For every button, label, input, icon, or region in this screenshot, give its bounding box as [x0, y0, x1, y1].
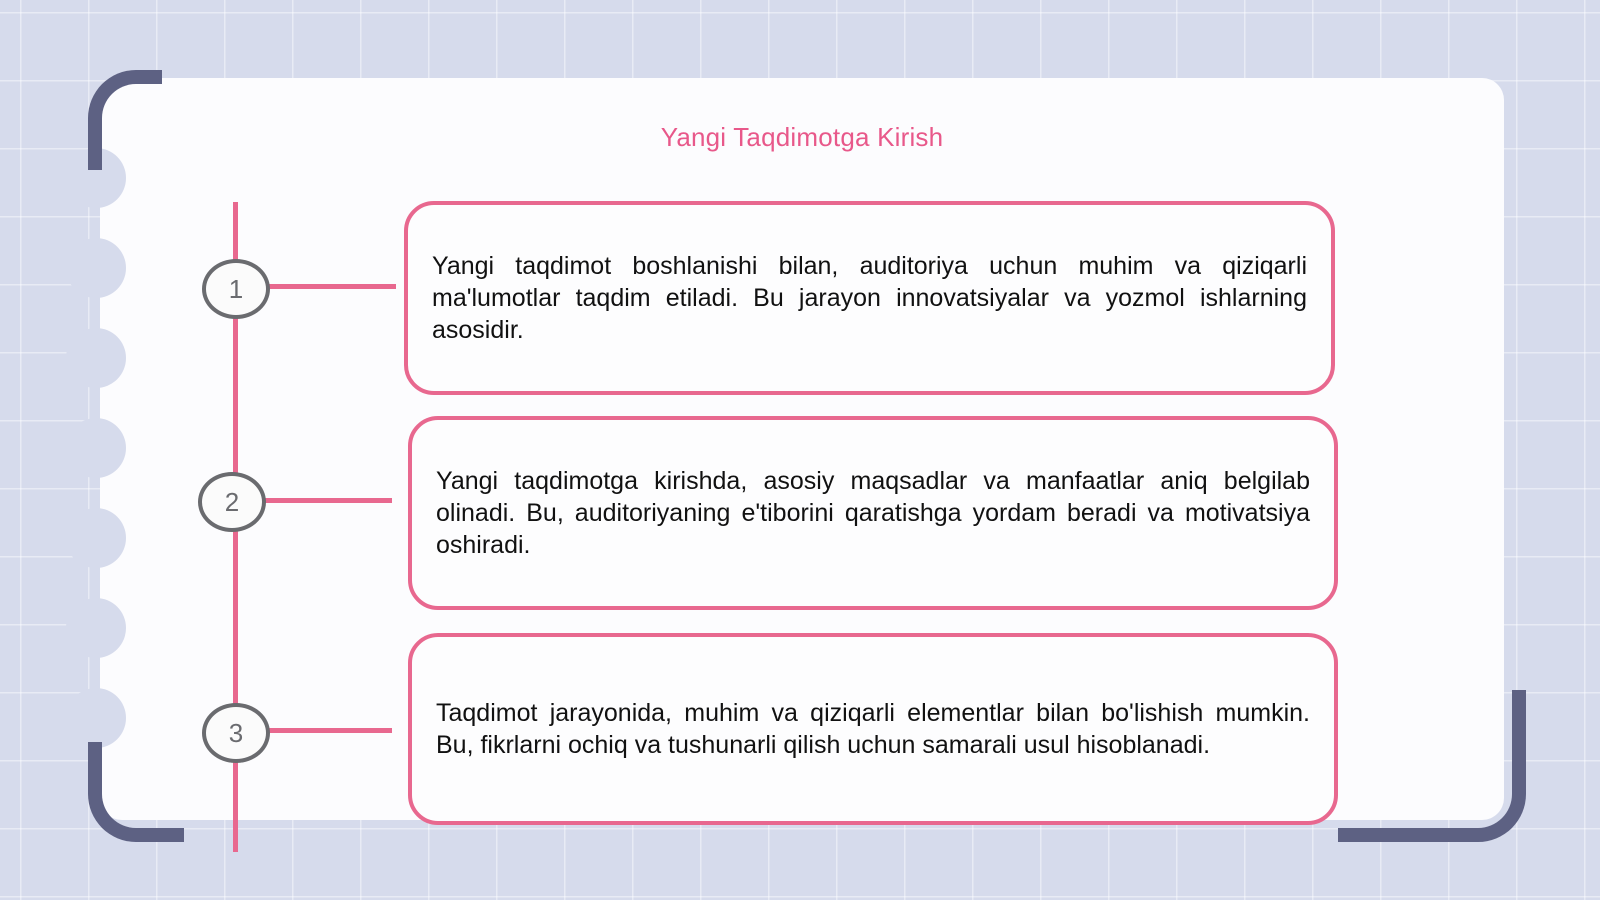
- scallop-edge: [66, 418, 126, 478]
- scallop-edge: [66, 688, 126, 748]
- scallop-edge: [66, 328, 126, 388]
- scallop-edge: [66, 508, 126, 568]
- step-number-circle: 2: [198, 472, 266, 532]
- step-number-circle: 3: [202, 703, 270, 763]
- step-connector: [262, 498, 392, 503]
- step-text: Yangi taqdimot boshlanishi bilan, auditoriya uchun muhim va qiziqarli ma'lumotlar taqdim etiladi. Bu jarayon innovatsiyalar va yozmol ishlarning asosidir.: [432, 252, 1307, 344]
- step-text-box: [404, 201, 1335, 395]
- corner-bracket-bottom-right: [1338, 690, 1526, 842]
- step-connector: [266, 728, 392, 733]
- slide-title: Yangi Taqdimotga Kirish: [660, 122, 944, 152]
- corner-bracket-bottom-left: [88, 742, 184, 842]
- step-text-box: [408, 416, 1338, 610]
- scallop-edge: [66, 598, 126, 658]
- step-text-box: [408, 633, 1338, 825]
- corner-bracket-top-left: [88, 70, 162, 170]
- step-number-circle: 1: [202, 259, 270, 319]
- step-text: Taqdimot jarayonida, muhim va qiziqarli elementlar bilan bo'lishish mumkin. Bu, fikrlarni ochiq va tushunarli qilish uchun samarali usul hisoblanadi.: [436, 699, 1310, 759]
- scallop-edge: [66, 238, 126, 298]
- step-text: Yangi taqdimotga kirishda, asosiy maqsadlar va manfaatlar aniq belgilab olinadi. Bu, auditoriyaning e'tiborini qaratishga yordam beradi va motivatsiya oshiradi.: [436, 467, 1310, 559]
- step-connector: [266, 284, 396, 289]
